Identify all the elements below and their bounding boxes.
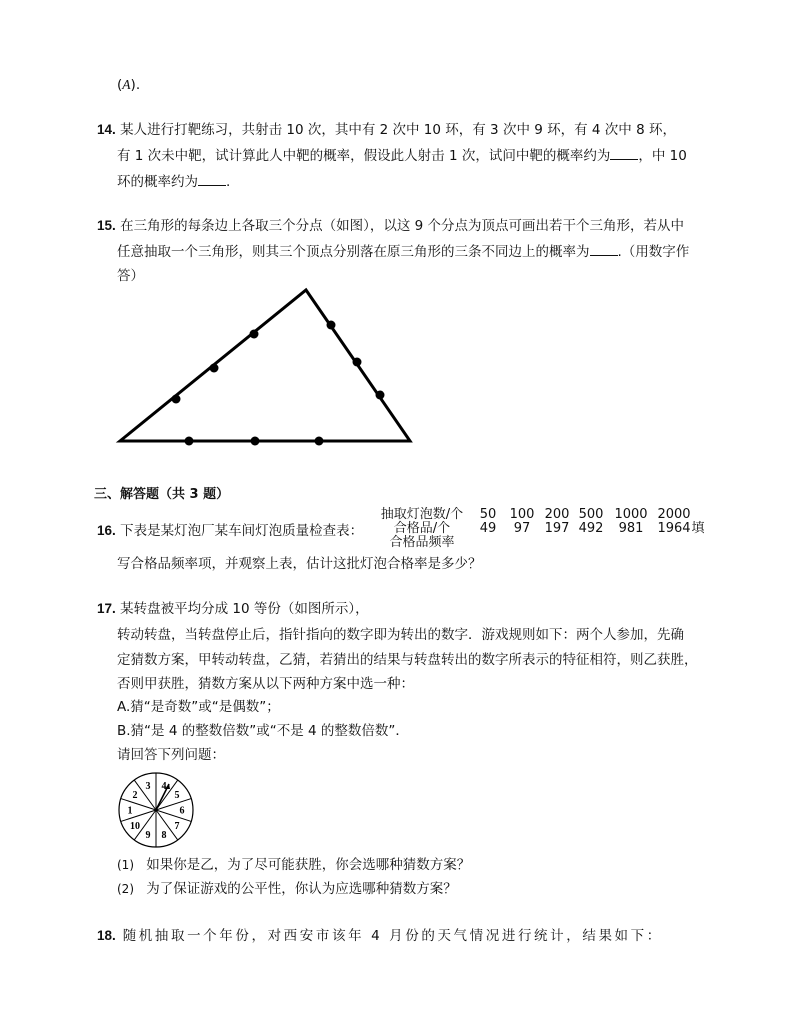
table-row-header: 合格品频率 xyxy=(389,535,455,550)
triangle-figure xyxy=(110,283,420,453)
table-cell: 200 xyxy=(544,507,570,522)
q17-prompt: 请回答下列问题： xyxy=(117,747,225,763)
table-cell: 1000 xyxy=(614,507,648,522)
q18-line-1: 18. 随机抽取一个年份，对西安市该年 4 月份的天气情况进行统计，结果如下： xyxy=(97,928,663,944)
table-row-header: 合格品/个 xyxy=(393,521,451,536)
sub-label: (2) xyxy=(117,882,134,896)
table-cell: 197 xyxy=(544,521,570,536)
wheel-number: 9 xyxy=(145,830,151,842)
q15-line-2: 任意抽取一个三角形，则其三个顶点分别落在原三角形的三条不同边上的概率为 .（用数字作 xyxy=(117,244,690,260)
q15-line-1: 15. 在三角形的每条边上各取三个分点（如图），以这 9 个分点为顶点可画出若干个三角形，若从中 xyxy=(97,218,684,234)
q17-line-3: 定猜数方案，甲转动转盘，乙猜，若猜出的结果与转盘转出的数字所表示的特征相符，则乙获胜， xyxy=(117,652,698,668)
table-cell: 500 xyxy=(578,507,604,522)
wheel-spoke xyxy=(121,799,156,810)
q16-number: 16. xyxy=(97,523,116,538)
q16-line-2: 写合格品频率项，并观察上表，估计这批灯泡合格率是多少？ xyxy=(117,556,482,572)
division-point xyxy=(353,358,362,367)
q17-line-2: 转动转盘，当转盘停止后，指针指向的数字即为转出的数字．游戏规则如下：两个人参加，先确 xyxy=(117,627,684,643)
table-cell: 981 xyxy=(618,521,644,536)
table-row-header: 抽取灯泡数/个 xyxy=(380,507,464,522)
q17-option-a: A.猜“是奇数”或“是偶数”； xyxy=(117,699,280,715)
division-point xyxy=(327,321,336,330)
division-point xyxy=(315,437,324,446)
wheel-number: 6 xyxy=(179,805,185,817)
q17-line-1: 17. 某转盘被平均分成 10 等份（如图所示）， xyxy=(97,601,369,617)
q17-number: 17. xyxy=(97,601,116,616)
q14-line-2: 有 1 次未中靶，试计算此人中靶的概率，假设此人射击 1 次，试问中靶的概率约为 ，中 10 xyxy=(117,148,687,164)
division-point xyxy=(185,437,194,446)
division-point xyxy=(250,330,259,339)
q15-number: 15. xyxy=(97,218,116,233)
wheel-number: 3 xyxy=(145,780,151,792)
division-point xyxy=(172,395,181,404)
q17-line-4: 否则甲获胜，猜数方案从以下两种方案中选一种： xyxy=(117,676,414,692)
wheel-number: 10 xyxy=(130,820,140,832)
wheel-number: 5 xyxy=(174,790,180,802)
table-cell: 492 xyxy=(578,521,604,536)
table-cell: 2000 xyxy=(657,507,691,522)
division-point xyxy=(210,364,219,373)
sub-label: (1) xyxy=(117,858,134,872)
wheel-number: 4 xyxy=(161,780,167,792)
wheel-spoke xyxy=(121,810,156,821)
q14-number: 14. xyxy=(97,122,116,137)
table-trailing-char: 填 xyxy=(691,521,705,536)
q14-line-1: 14. 某人进行打靶练习，共射击 10 次，其中有 2 次中 10 环，有 3 次中 9 环，有 4 次中 8 环， xyxy=(97,122,676,138)
q17-sub-2: (2) 为了保证游戏的公平性，你认为应选哪种猜数方案？ xyxy=(117,881,457,897)
spinner-wheel xyxy=(116,770,196,850)
wheel-number: 2 xyxy=(132,790,138,802)
q15-line-3: 答） xyxy=(117,268,144,284)
answer-blank xyxy=(198,173,226,186)
section-title: 三、解答题（共 3 题） xyxy=(94,487,230,502)
q18-number: 18. xyxy=(97,928,116,943)
wheel-number: 7 xyxy=(174,820,180,832)
answer-blank xyxy=(590,243,618,256)
q14-line-3: 环的概率约为 . xyxy=(117,174,231,190)
table-cell: 50 xyxy=(479,507,497,522)
q16-intro: 16. 下表是某灯泡厂某车间灯泡质量检查表： xyxy=(97,523,364,539)
answer-blank xyxy=(610,147,638,160)
division-point xyxy=(251,437,260,446)
q17-option-b: B.猜“是 4 的整数倍数”或“不是 4 的整数倍数”． xyxy=(117,723,409,739)
table-cell: 100 xyxy=(509,507,535,522)
q13-option-letter: A xyxy=(122,77,131,92)
table-cell: 1964 xyxy=(657,521,691,536)
table-cell: 49 xyxy=(479,521,497,536)
quality-table xyxy=(376,508,706,552)
wheel-number: 8 xyxy=(161,830,167,842)
wheel-spoke xyxy=(156,810,191,821)
table-cell: 97 xyxy=(513,521,531,536)
wheel-number: 1 xyxy=(127,805,133,817)
q17-sub-1: (1) 如果你是乙，为了尽可能获胜，你会选哪种猜数方案？ xyxy=(117,857,471,873)
q13-answer-tail: (A). xyxy=(117,77,141,93)
triangle-outline xyxy=(120,290,410,441)
division-point xyxy=(376,391,385,400)
